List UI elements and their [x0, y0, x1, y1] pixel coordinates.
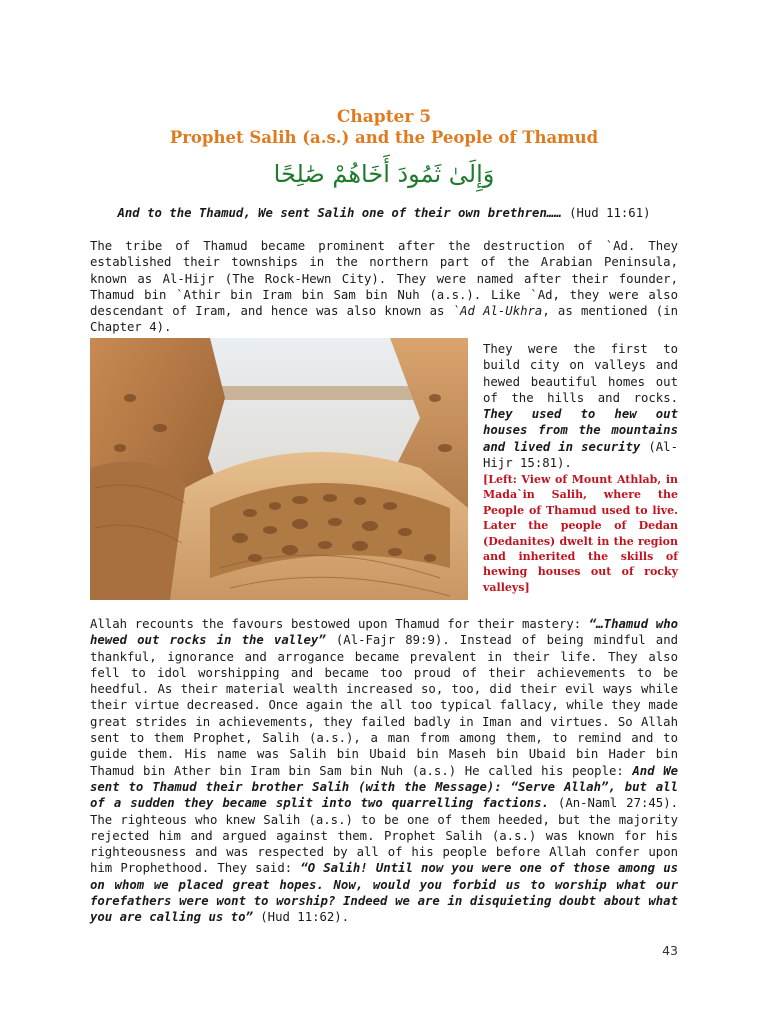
para2-text-4: (Hud 11:62).: [252, 910, 350, 925]
para2-quote-3: “O Salih! Until now you were one of those among us on whom we placed great hopes. Now, would you forbid us to worship what our forefathers were wont to worship? Indeed we are in disquieting doubt about what you are calling us to”: [90, 861, 679, 925]
arabic-verse: وَإِلَىٰ ثَمُودَ أَخَاهُمْ صَٰلِحًا: [273, 160, 495, 188]
para2-quote-1: “…Thamud who hewed out rocks in the valley”: [90, 617, 678, 648]
verse-reference: (Hud 11:61): [561, 206, 651, 220]
paragraph-intro-tail: , as mentioned (in Chapter 4).: [90, 304, 678, 335]
mount-athlab-photo: [90, 338, 468, 600]
para2-text-1: Allah recounts the favours bestowed upon Thamud for their mastery:: [90, 617, 589, 631]
paragraph-intro-text: The tribe of Thamud became prominent after the destruction of `Ad. They established their townships in the northern part of the Arabian Peninsula, known as Al-Hijr (The Rock-Hewn City). They were named after their founder, Thamud bin `Athir bin Iram bin Sam bin Nuh (a.s.). Like `Ad, they were also descendant of Iram, and hence was also known as: [90, 239, 678, 319]
para2-quote-2: And We sent to Thamud their brother Salih (with the Message): “Serve Allah”, but all of a sudden they became split into two quarrelling factions.: [90, 763, 679, 811]
verse-quote: And to the Thamud, We sent Salih one of their own brethren……: [117, 206, 562, 220]
photo-caption: [Left: View of Mount Athlab, in Mada`in Salih, where the People of Thamud used to live. Later the people of Dedan (Dedanites) dwelt in the region and inherited the skills of hewing houses out of rocky valleys]: [483, 473, 678, 594]
side-paragraph: [483, 341, 678, 471]
verse-translation: [90, 205, 678, 221]
side-reference: (Al-Hijr 15:81).: [483, 439, 678, 471]
page-number: 43: [662, 943, 678, 958]
side-quote: They used to hew out houses from the mountains and lived in security: [483, 407, 678, 454]
paragraph-main: [90, 616, 678, 926]
document-page: [90, 0, 678, 1024]
side-text: They were the first to build city on valleys and hewed beautiful homes out of the hills and rocks.: [483, 342, 678, 405]
chapter-number: Chapter 5: [336, 107, 432, 127]
paragraph-intro: [90, 238, 678, 336]
chapter-title: Prophet Salih (a.s.) and the People of Thamud: [169, 128, 599, 147]
para2-text-2: (Al-Fajr 89:9). Instead of being mindful and thankful, ignorance and arrogance became prevalent in their life. They also fell to idol worshipping and became too proud of their achievements to be heedful. As their material wealth increased so, too, did their evil ways while their virtue decreased. Once again the all too typical fallacy, while they made great strides in achievements, they failed badly in Iman and virtues. So Allah sent to them Prophet, Salih (a.s.), a man from among them, to remind and to guide them. His name was Salih bin Ubaid bin Maseh bin Ubaid bin Hader bin Thamud bin Ather bin Iram bin Sam bin Nuh (a.s.) He called his people:: [90, 633, 678, 778]
para2-text-3: (An-Naml 27:45). The righteous who knew Salih (a.s.) to be one of them heeded, but the majority rejected him and argued against them. Prophet Salih (a.s.) was known for his righteousness and was respected by all of his people before Allah confer upon him Prophethood. They said:: [90, 796, 679, 876]
italic-term: `Ad Al-Ukhra: [452, 304, 543, 319]
